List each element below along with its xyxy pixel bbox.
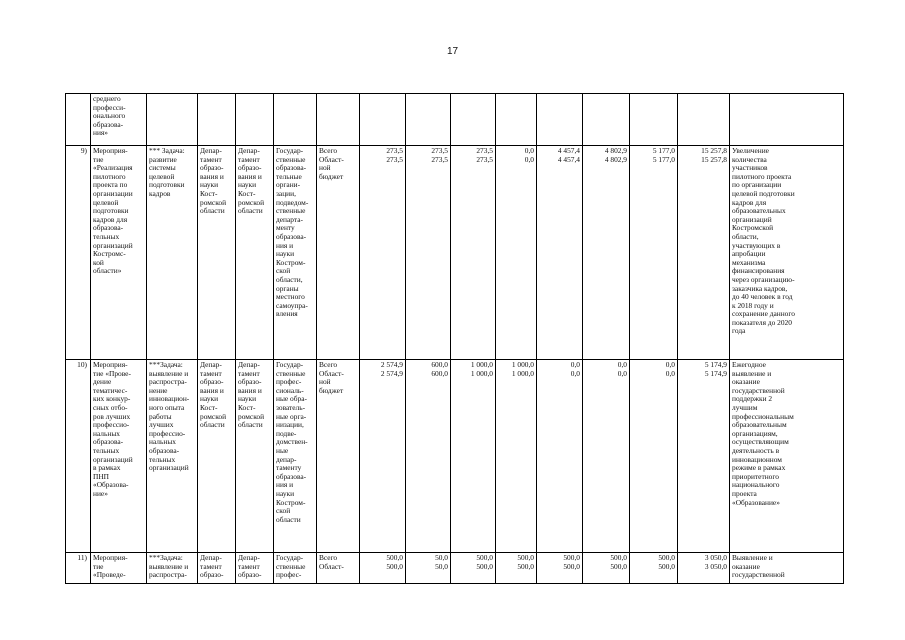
participants-cell: Государ- ственные образова- тельные органи- зации, подведом- ственные департа- менту образова- ния и науки Костром- ской области, органы местного самоупра- вления <box>274 146 317 360</box>
amount-value: 4 457,4 <box>557 146 580 155</box>
table-row <box>66 146 844 360</box>
amount-cell <box>630 360 678 553</box>
amount-value: 5 174,9 <box>704 368 727 378</box>
amount-value: 500,0 <box>658 561 675 571</box>
amount-value: 2 574,9 <box>380 360 403 369</box>
amount-value: 500,0 <box>476 553 493 562</box>
name-fragment-cell: среднего професси- онального образова- ния» <box>91 94 147 146</box>
task-cell: ***Задача: выявление и распростра- нение инновацион- ного опыта работы лучших профессио- нальных образова- тельных организаций <box>147 360 198 553</box>
amount-value: 3 050,0 <box>704 553 727 562</box>
amount-value: 500,0 <box>476 561 493 571</box>
amount-value: 273,5 <box>476 146 493 155</box>
table-body <box>66 94 844 584</box>
amount-cell <box>678 553 730 584</box>
amount-cell <box>360 553 406 584</box>
measure-name-cell: Мероприя- тие «Прове- дение тематичес- ких конкур- сных отбо- ров лучших профессио- нальных образова- тельных организаций в рамках ПНП «Образова- ние» <box>91 360 147 553</box>
amount-value: 0,0 <box>665 368 675 378</box>
row-number-cell: 9) <box>66 146 91 360</box>
amount-value: 273,5 <box>476 154 493 164</box>
amount-cell <box>630 146 678 360</box>
amount-value: 500,0 <box>563 553 580 562</box>
executor-cell: Депар- тамент образо- вания и науки Кост- ромской области <box>198 146 236 360</box>
amount-value: 5 174,9 <box>704 360 727 369</box>
amount-cell <box>406 553 451 584</box>
amount-cell <box>406 146 451 360</box>
amount-cell <box>451 146 496 360</box>
amount-value: 500,0 <box>610 561 627 571</box>
amount-value: 273,5 <box>386 146 403 155</box>
funding-source-label: Област- ной бюджет <box>319 368 344 395</box>
amount-cell <box>630 553 678 584</box>
amount-cell <box>406 360 451 553</box>
table-row <box>66 360 844 553</box>
amount-value: 15 257,8 <box>701 146 727 155</box>
coexecutor-cell: Депар- тамент образо- <box>236 553 274 584</box>
amount-value: 273,5 <box>386 154 403 164</box>
amount-value: 500,0 <box>517 553 534 562</box>
participants-cell: Государ- ственные профес- <box>274 553 317 584</box>
amount-value: 500,0 <box>563 561 580 571</box>
amount-value: 50,0 <box>435 561 448 571</box>
table-row <box>66 553 844 584</box>
amount-value: 500,0 <box>610 553 627 562</box>
expected-result-cell: Ежегодное выявление и оказание государственной поддержки 2 лучшим профессиональным образовательным организациям, осуществляющим деятельность в инновационном режиме в рамках приоритетного национального проекта «Образование» <box>730 360 844 553</box>
amount-value: 600,0 <box>431 368 448 378</box>
amount-value: 0,0 <box>524 154 534 164</box>
continuation-row <box>66 94 844 146</box>
amount-value: 5 177,0 <box>652 154 675 164</box>
amount-value: 2 574,9 <box>380 368 403 378</box>
funding-source-cell <box>317 360 360 553</box>
funding-source-cell <box>317 146 360 360</box>
amount-cell <box>496 553 537 584</box>
amount-cell <box>537 360 583 553</box>
amount-cell <box>360 360 406 553</box>
num-cell <box>66 94 91 146</box>
executor-cell: Депар- тамент образо- <box>198 553 236 584</box>
funding-source-label: Област- <box>319 561 344 571</box>
amount-value: 273,5 <box>431 146 448 155</box>
task-cell: *** Задача: развитие системы целевой подготовки кадров <box>147 146 198 360</box>
amount-value: 600,0 <box>431 360 448 369</box>
funding-source-cell <box>317 553 360 584</box>
amount-cell <box>451 553 496 584</box>
executor-cell: Депар- тамент образо- вания и науки Кост- ромской области <box>198 360 236 553</box>
amount-cell <box>583 553 630 584</box>
amount-value: 4 802,9 <box>604 154 627 164</box>
amount-value: 1 000,0 <box>470 368 493 378</box>
expected-result-cell: Выявление и оказание государственной <box>730 553 844 584</box>
amount-value: 50,0 <box>435 553 448 562</box>
amount-value: 0,0 <box>617 360 627 369</box>
amount-value: 0,0 <box>570 368 580 378</box>
amount-value: 5 177,0 <box>652 146 675 155</box>
amount-value: 273,5 <box>431 154 448 164</box>
amount-value: 500,0 <box>386 561 403 571</box>
row-number-cell: 10) <box>66 360 91 553</box>
measures-table <box>65 93 844 584</box>
amount-value: 4 457,4 <box>557 154 580 164</box>
amount-cell <box>678 146 730 360</box>
amount-cell <box>451 360 496 553</box>
amount-cell <box>678 360 730 553</box>
amount-value: 500,0 <box>658 553 675 562</box>
amount-value: 0,0 <box>524 146 534 155</box>
row-number-cell: 11) <box>66 553 91 584</box>
measure-name-cell: Мероприя- тие «Проведе- <box>91 553 147 584</box>
amount-value: 3 050,0 <box>704 561 727 571</box>
amount-cell <box>583 146 630 360</box>
amount-value: 1 000,0 <box>470 360 493 369</box>
coexecutor-cell: Депар- тамент образо- вания и науки Кост- ромской области <box>236 146 274 360</box>
amount-value: 500,0 <box>386 553 403 562</box>
task-cell: ***Задача: выявление и распростра- <box>147 553 198 584</box>
coexecutor-cell: Депар- тамент образо- вания и науки Кост- ромской области <box>236 360 274 553</box>
amount-value: 4 802,9 <box>604 146 627 155</box>
participants-cell: Государ- ственные профес- сиональ- ные обра- зователь- ные орга- низации, подве- домствен- ные депар- таменту образова- ния и науки Костром- ской области <box>274 360 317 553</box>
amount-value: 0,0 <box>665 360 675 369</box>
funding-source-label: Всего <box>319 360 338 369</box>
funding-source-label: Всего <box>319 146 338 155</box>
expected-result-cell: Увеличение количества участников пилотного проекта по организации целевой подготовки кадров для образовательных организаций Костромской области, участвующих в апробации механизма финансирования через организацию- заказчика кадров, до 40 человек в год к 2018 году и сохранение данного показателя до 2020 года <box>730 146 844 360</box>
amount-value: 500,0 <box>517 561 534 571</box>
amount-value: 0,0 <box>570 360 580 369</box>
amount-value: 1 000,0 <box>511 368 534 378</box>
amount-value: 15 257,8 <box>701 154 727 164</box>
amount-cell <box>583 360 630 553</box>
amount-cell <box>537 146 583 360</box>
funding-source-label: Област- ной бюджет <box>319 154 344 181</box>
amount-cell <box>537 553 583 584</box>
measure-name-cell: Мероприя- тие «Реализация пилотного проекта по организации целевой подготовки кадров для образова- тельных организаций Костромс- кой области» <box>91 146 147 360</box>
amount-cell <box>360 146 406 360</box>
funding-source-label: Всего <box>319 553 338 562</box>
page-number: 17 <box>446 46 459 57</box>
amount-cell <box>496 360 537 553</box>
amount-value: 0,0 <box>617 368 627 378</box>
amount-cell <box>496 146 537 360</box>
amount-value: 1 000,0 <box>511 360 534 369</box>
